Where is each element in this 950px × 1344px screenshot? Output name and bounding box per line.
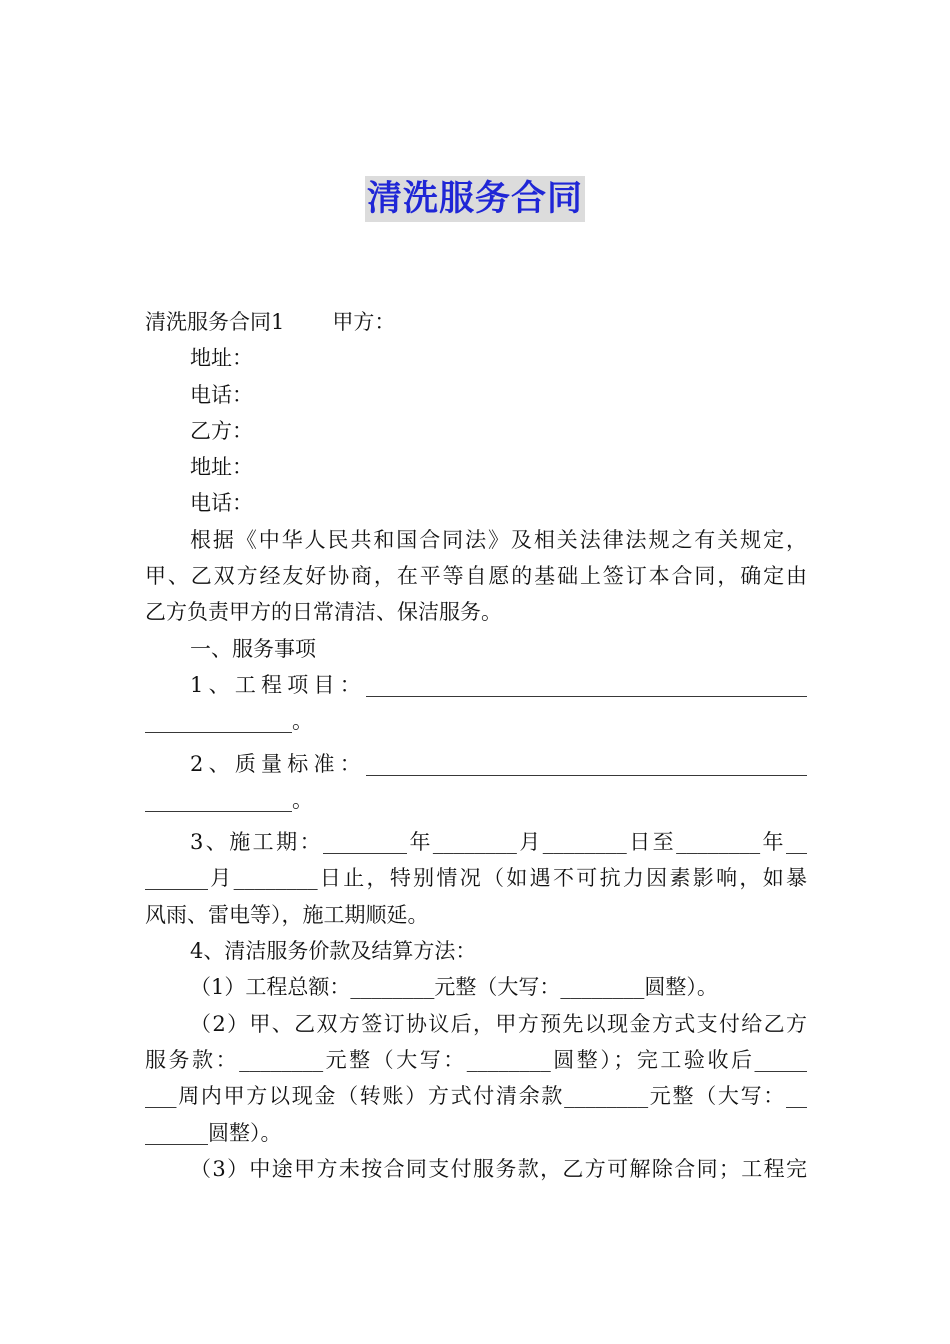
item-3-line-b: ______月________日止，特别情况（如遇不可抗力因素影响，如暴 [145, 866, 807, 891]
item-4-2-line-a: （2）甲、乙双方签订协议后，甲方预先以现金方式支付给乙方 [190, 1011, 807, 1036]
intro-line-2: 甲、乙双方经友好协商，在平等自愿的基础上签订本合同，确定由 [145, 564, 807, 589]
party-a-address: 地址： [190, 346, 253, 371]
party-a-phone: 电话： [190, 382, 253, 407]
intro-line-1: 根据《中华人民共和国合同法》及相关法律法规之有关规定， [190, 527, 807, 552]
contract-heading-line [145, 304, 807, 340]
item-4-2-line-c: ___周内甲方以现金（转账）方式付清余款________元整（大写：__ [145, 1084, 807, 1109]
document-body [145, 304, 807, 1187]
intro-line-3: 乙方负责甲方的日常清洁、保洁服务。 [145, 600, 502, 625]
title-container [0, 176, 950, 222]
item-4-heading: 4、清洁服务价款及结算方法： [190, 939, 477, 964]
section-heading-services: 一、服务事项 [190, 636, 316, 661]
contract-name: 清洗服务合同1 [145, 310, 285, 334]
item-4-2-line-d: ______圆整）。 [145, 1120, 282, 1145]
item-1-line-a: 1、工程项目：__________________________________________ [190, 672, 807, 697]
party-b-phone: 电话： [190, 491, 253, 516]
item-4-1: （1）工程总额：________元整（大写：________圆整）。 [190, 975, 718, 1000]
party-b-label: 乙方： [190, 418, 253, 443]
item-3-line-c: 风雨、雷电等），施工期顺延。 [145, 902, 429, 927]
item-2-line-a: 2、质量标准：__________________________________________ [190, 751, 807, 776]
item-4-3-line-a: （3）中途甲方未按合同支付服务款，乙方可解除合同；工程完 [190, 1156, 807, 1181]
item-1-line-b: ______________。 [145, 709, 313, 734]
party-a-label: 甲方： [332, 310, 396, 334]
document-title: 清洗服务合同 [365, 176, 585, 222]
item-3-line-a: 3、施工期：________年________月________日至________年__ [190, 830, 807, 855]
party-b-address: 地址： [190, 455, 253, 480]
item-2-line-b: ______________。 [145, 787, 313, 812]
item-4-2-line-b: 服务款：________元整（大写：________圆整）；完工验收后_____ [145, 1047, 807, 1072]
